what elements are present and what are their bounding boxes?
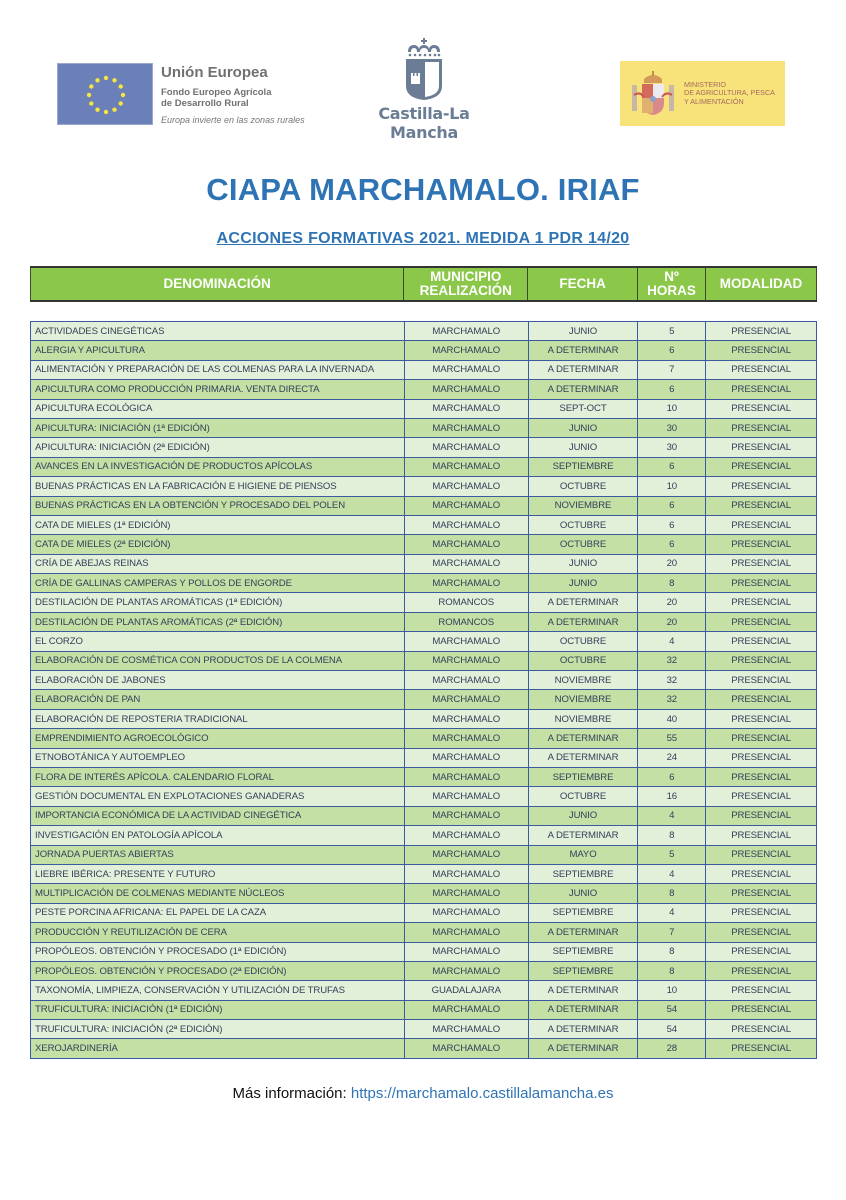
cell-fecha: NOVIEMBRE [528, 671, 638, 690]
cell-municipio: MARCHAMALO [404, 748, 528, 767]
ministry-line1: MINISTERIO [684, 79, 726, 89]
cell-denominacion: APICULTURA: INICIACIÓN (1ª EDICIÓN) [31, 418, 405, 437]
table-row [31, 1039, 817, 1058]
cell-denominacion: ELABORACIÓN DE JABONES [31, 671, 405, 690]
cell-horas: 10 [638, 477, 706, 496]
cell-horas: 32 [638, 671, 706, 690]
cell-modalidad: PRESENCIAL [706, 671, 817, 690]
cell-fecha: SEPTIEMBRE [528, 942, 638, 961]
cell-horas: 8 [638, 961, 706, 980]
footer-label: Más información: [232, 1085, 347, 1102]
table-row [31, 923, 817, 942]
table-header [30, 266, 817, 302]
cell-denominacion: CATA DE MIELES (2ª EDICIÓN) [31, 535, 405, 554]
cell-fecha: JUNIO [528, 806, 638, 825]
cell-modalidad: PRESENCIAL [706, 806, 817, 825]
cell-modalidad: PRESENCIAL [706, 380, 817, 399]
table-row [31, 767, 817, 786]
cell-fecha: JUNIO [528, 574, 638, 593]
header-modalidad: MODALIDAD [706, 267, 817, 301]
cell-municipio: MARCHAMALO [404, 903, 528, 922]
cell-fecha: SEPTIEMBRE [528, 961, 638, 980]
cell-modalidad: PRESENCIAL [706, 1039, 817, 1058]
cell-denominacion: CRÍA DE ABEJAS REINAS [31, 554, 405, 573]
cell-fecha: NOVIEMBRE [528, 496, 638, 515]
cell-denominacion: LIEBRE IBÉRICA: PRESENTE Y FUTURO [31, 864, 405, 883]
header-horas-line1: Nº [664, 269, 679, 284]
table-row [31, 942, 817, 961]
table-row [31, 380, 817, 399]
table-row [31, 651, 817, 670]
cell-fecha: A DETERMINAR [528, 1039, 638, 1058]
cell-horas: 7 [638, 360, 706, 379]
cell-modalidad: PRESENCIAL [706, 360, 817, 379]
ministry-line3: Y ALIMENTACIÓN [684, 96, 744, 106]
cell-modalidad: PRESENCIAL [706, 748, 817, 767]
cell-fecha: SEPTIEMBRE [528, 457, 638, 476]
cell-modalidad: PRESENCIAL [706, 632, 817, 651]
cell-denominacion: CRÍA DE GALLINAS CAMPERAS Y POLLOS DE ENGORDE [31, 574, 405, 593]
table-row [31, 457, 817, 476]
table-row [31, 961, 817, 980]
header-horas-line2: HORAS [647, 283, 696, 298]
cell-municipio: MARCHAMALO [404, 574, 528, 593]
table-row [31, 418, 817, 437]
cell-modalidad: PRESENCIAL [706, 942, 817, 961]
cell-fecha: A DETERMINAR [528, 981, 638, 1000]
header-denominacion: DENOMINACIÓN [31, 267, 404, 301]
cell-fecha: OCTUBRE [528, 787, 638, 806]
cell-municipio: MARCHAMALO [404, 380, 528, 399]
cell-fecha: A DETERMINAR [528, 1000, 638, 1019]
cell-municipio: MARCHAMALO [404, 322, 528, 341]
cell-modalidad: PRESENCIAL [706, 438, 817, 457]
cell-modalidad: PRESENCIAL [706, 845, 817, 864]
cell-horas: 6 [638, 535, 706, 554]
cell-modalidad: PRESENCIAL [706, 322, 817, 341]
cell-municipio: MARCHAMALO [404, 806, 528, 825]
cell-municipio: MARCHAMALO [404, 787, 528, 806]
cell-fecha: A DETERMINAR [528, 380, 638, 399]
cell-horas: 20 [638, 612, 706, 631]
cell-municipio: MARCHAMALO [404, 477, 528, 496]
cell-modalidad: PRESENCIAL [706, 923, 817, 942]
cell-modalidad: PRESENCIAL [706, 535, 817, 554]
header-municipio-line1: MUNICIPIO [430, 269, 502, 284]
cell-municipio: ROMANCOS [404, 612, 528, 631]
cell-fecha: A DETERMINAR [528, 360, 638, 379]
cell-municipio: MARCHAMALO [404, 845, 528, 864]
cell-fecha: JUNIO [528, 438, 638, 457]
cell-modalidad: PRESENCIAL [706, 418, 817, 437]
table-row [31, 341, 817, 360]
cell-municipio: MARCHAMALO [404, 767, 528, 786]
cell-modalidad: PRESENCIAL [706, 651, 817, 670]
cell-horas: 32 [638, 651, 706, 670]
cell-horas: 24 [638, 748, 706, 767]
table-row [31, 845, 817, 864]
cell-modalidad: PRESENCIAL [706, 612, 817, 631]
cell-municipio: MARCHAMALO [404, 942, 528, 961]
table-row [31, 690, 817, 709]
cell-municipio: MARCHAMALO [404, 399, 528, 418]
cell-horas: 8 [638, 574, 706, 593]
cell-municipio: MARCHAMALO [404, 457, 528, 476]
table-row [31, 864, 817, 883]
cell-fecha: NOVIEMBRE [528, 709, 638, 728]
cell-horas: 4 [638, 632, 706, 651]
clm-shield-icon [402, 38, 446, 100]
cell-municipio: MARCHAMALO [404, 709, 528, 728]
cell-denominacion: ELABORACIÓN DE REPOSTERIA TRADICIONAL [31, 709, 405, 728]
cell-horas: 54 [638, 1000, 706, 1019]
cell-fecha: A DETERMINAR [528, 1020, 638, 1039]
table-row [31, 826, 817, 845]
cell-horas: 4 [638, 806, 706, 825]
table-row [31, 671, 817, 690]
cell-fecha: SEPTIEMBRE [528, 864, 638, 883]
cell-horas: 6 [638, 341, 706, 360]
cell-denominacion: JORNADA PUERTAS ABIERTAS [31, 845, 405, 864]
cell-denominacion: ALIMENTACIÓN Y PREPARACIÓN DE LAS COLMENAS PARA LA INVERNADA [31, 360, 405, 379]
cell-modalidad: PRESENCIAL [706, 690, 817, 709]
cell-modalidad: PRESENCIAL [706, 981, 817, 1000]
cell-denominacion: APICULTURA COMO PRODUCCIÓN PRIMARIA. VENTA DIRECTA [31, 380, 405, 399]
cell-modalidad: PRESENCIAL [706, 496, 817, 515]
cell-municipio: MARCHAMALO [404, 515, 528, 534]
table-row [31, 709, 817, 728]
cell-fecha: JUNIO [528, 322, 638, 341]
cell-denominacion: IMPORTANCIA ECONÓMICA DE LA ACTIVIDAD CINEGÉTICA [31, 806, 405, 825]
cell-municipio: MARCHAMALO [404, 864, 528, 883]
cell-denominacion: TRUFICULTURA: INICIACIÓN (1ª EDICIÓN) [31, 1000, 405, 1019]
cell-modalidad: PRESENCIAL [706, 341, 817, 360]
table-row [31, 729, 817, 748]
cell-horas: 32 [638, 690, 706, 709]
cell-horas: 5 [638, 322, 706, 341]
cell-modalidad: PRESENCIAL [706, 457, 817, 476]
cell-horas: 5 [638, 845, 706, 864]
eu-logo [57, 63, 305, 125]
table-row [31, 748, 817, 767]
cell-modalidad: PRESENCIAL [706, 574, 817, 593]
table-row [31, 593, 817, 612]
cell-horas: 55 [638, 729, 706, 748]
header-municipio [404, 267, 528, 301]
cell-horas: 30 [638, 438, 706, 457]
cell-modalidad: PRESENCIAL [706, 864, 817, 883]
cell-denominacion: APICULTURA ECOLÓGICA [31, 399, 405, 418]
cell-municipio: MARCHAMALO [404, 1039, 528, 1058]
table-row [31, 477, 817, 496]
cell-municipio: MARCHAMALO [404, 360, 528, 379]
cell-modalidad: PRESENCIAL [706, 961, 817, 980]
cell-horas: 20 [638, 554, 706, 573]
cell-denominacion: FLORA DE INTERÉS APÍCOLA. CALENDARIO FLORAL [31, 767, 405, 786]
cell-municipio: MARCHAMALO [404, 341, 528, 360]
table-row [31, 1020, 817, 1039]
cell-denominacion: ELABORACIÓN DE PAN [31, 690, 405, 709]
cell-municipio: MARCHAMALO [404, 961, 528, 980]
cell-denominacion: BUENAS PRÁCTICAS EN LA FABRICACIÓN E HIGIENE DE PIENSOS [31, 477, 405, 496]
table-row [31, 787, 817, 806]
cell-municipio: MARCHAMALO [404, 651, 528, 670]
castilla-la-mancha-logo [350, 38, 498, 142]
cell-denominacion: EL CORZO [31, 632, 405, 651]
clm-name: Castilla-La Mancha [378, 104, 470, 142]
cell-fecha: SEPTIEMBRE [528, 903, 638, 922]
cell-fecha: OCTUBRE [528, 651, 638, 670]
cell-modalidad: PRESENCIAL [706, 787, 817, 806]
table-row [31, 360, 817, 379]
cell-denominacion: APICULTURA: INICIACIÓN (2ª EDICIÓN) [31, 438, 405, 457]
cell-horas: 40 [638, 709, 706, 728]
table-row [31, 554, 817, 573]
cell-municipio: MARCHAMALO [404, 1000, 528, 1019]
cell-modalidad: PRESENCIAL [706, 1020, 817, 1039]
cell-denominacion: PESTE PORCINA AFRICANA: EL PAPEL DE LA CAZA [31, 903, 405, 922]
cell-fecha: A DETERMINAR [528, 612, 638, 631]
cell-municipio: MARCHAMALO [404, 690, 528, 709]
cell-fecha: OCTUBRE [528, 632, 638, 651]
cell-municipio: MARCHAMALO [404, 438, 528, 457]
cell-denominacion: BUENAS PRÁCTICAS EN LA OBTENCIÓN Y PROCESADO DEL POLEN [31, 496, 405, 515]
cell-horas: 6 [638, 496, 706, 515]
cell-fecha: A DETERMINAR [528, 341, 638, 360]
courses-table [30, 321, 817, 1059]
cell-denominacion: DESTILACIÓN DE PLANTAS AROMÁTICAS (2ª EDICIÓN) [31, 612, 405, 631]
cell-municipio: ROMANCOS [404, 593, 528, 612]
cell-municipio: MARCHAMALO [404, 632, 528, 651]
cell-horas: 8 [638, 942, 706, 961]
cell-horas: 4 [638, 903, 706, 922]
page-title: CIAPA MARCHAMALO. IRIAF [206, 172, 640, 207]
cell-horas: 30 [638, 418, 706, 437]
table-row [31, 496, 817, 515]
cell-fecha: A DETERMINAR [528, 923, 638, 942]
cell-denominacion: XEROJARDINERÍA [31, 1039, 405, 1058]
cell-modalidad: PRESENCIAL [706, 593, 817, 612]
cell-municipio: MARCHAMALO [404, 729, 528, 748]
cell-fecha: JUNIO [528, 418, 638, 437]
cell-horas: 10 [638, 981, 706, 1000]
cell-horas: 28 [638, 1039, 706, 1058]
cell-municipio: MARCHAMALO [404, 1020, 528, 1039]
cell-modalidad: PRESENCIAL [706, 554, 817, 573]
header-fecha: FECHA [528, 267, 638, 301]
cell-horas: 8 [638, 884, 706, 903]
cell-horas: 20 [638, 593, 706, 612]
cell-horas: 4 [638, 864, 706, 883]
cell-modalidad: PRESENCIAL [706, 709, 817, 728]
cell-fecha: SEPT-OCT [528, 399, 638, 418]
table-row [31, 515, 817, 534]
cell-denominacion: GESTIÓN DOCUMENTAL EN EXPLOTACIONES GANADERAS [31, 787, 405, 806]
cell-fecha: MAYO [528, 845, 638, 864]
cell-denominacion: ELABORACIÓN DE COSMÉTICA CON PRODUCTOS DE LA COLMENA [31, 651, 405, 670]
cell-denominacion: TRUFICULTURA: INICIACIÓN (2ª EDICIÓN) [31, 1020, 405, 1039]
cell-municipio: MARCHAMALO [404, 535, 528, 554]
eu-title: Unión Europea [161, 64, 268, 81]
cell-fecha: OCTUBRE [528, 515, 638, 534]
table-row [31, 903, 817, 922]
table-row [31, 574, 817, 593]
eu-fund-line1: Fondo Europeo Agrícola [161, 87, 272, 98]
cell-fecha: A DETERMINAR [528, 826, 638, 845]
cell-municipio: MARCHAMALO [404, 884, 528, 903]
footer-link[interactable]: https://marchamalo.castillalamancha.es [350, 1085, 614, 1102]
cell-fecha: OCTUBRE [528, 477, 638, 496]
table-row [31, 322, 817, 341]
cell-horas: 54 [638, 1020, 706, 1039]
cell-denominacion: AVANCES EN LA INVESTIGACIÓN DE PRODUCTOS APÍCOLAS [31, 457, 405, 476]
cell-municipio: MARCHAMALO [404, 923, 528, 942]
ministry-line2: DE AGRICULTURA, PESCA [684, 88, 775, 98]
cell-horas: 10 [638, 399, 706, 418]
cell-horas: 7 [638, 923, 706, 942]
cell-modalidad: PRESENCIAL [706, 1000, 817, 1019]
cell-horas: 8 [638, 826, 706, 845]
table-row [31, 632, 817, 651]
table-row [31, 806, 817, 825]
cell-horas: 6 [638, 457, 706, 476]
eu-fund-line2: de Desarrollo Rural [161, 98, 249, 109]
cell-municipio: MARCHAMALO [404, 496, 528, 515]
cell-fecha: SEPTIEMBRE [528, 767, 638, 786]
cell-denominacion: INVESTIGACIÓN EN PATOLOGÍA APÍCOLA [31, 826, 405, 845]
cell-denominacion: TAXONOMÍA, LIMPIEZA, CONSERVACIÓN Y UTILIZACIÓN DE TRUFAS [31, 981, 405, 1000]
eu-tagline: Europa invierte en las zonas rurales [161, 115, 305, 125]
table-row [31, 981, 817, 1000]
cell-municipio: MARCHAMALO [404, 418, 528, 437]
cell-fecha: JUNIO [528, 884, 638, 903]
cell-modalidad: PRESENCIAL [706, 477, 817, 496]
cell-denominacion: PRODUCCIÓN Y REUTILIZACIÓN DE CERA [31, 923, 405, 942]
table-row [31, 1000, 817, 1019]
header-municipio-line2: REALIZACIÓN [419, 283, 512, 298]
cell-fecha: A DETERMINAR [528, 729, 638, 748]
cell-modalidad: PRESENCIAL [706, 826, 817, 845]
cell-fecha: OCTUBRE [528, 535, 638, 554]
cell-modalidad: PRESENCIAL [706, 515, 817, 534]
header-horas [638, 267, 706, 301]
table-row [31, 612, 817, 631]
footer [0, 1085, 846, 1102]
cell-modalidad: PRESENCIAL [706, 884, 817, 903]
cell-municipio: MARCHAMALO [404, 826, 528, 845]
cell-denominacion: CATA DE MIELES (1ª EDICIÓN) [31, 515, 405, 534]
cell-horas: 6 [638, 380, 706, 399]
cell-horas: 16 [638, 787, 706, 806]
table-row [31, 535, 817, 554]
ministry-logo [620, 61, 785, 126]
cell-denominacion: ALERGIA Y APICULTURA [31, 341, 405, 360]
cell-fecha: A DETERMINAR [528, 593, 638, 612]
cell-fecha: JUNIO [528, 554, 638, 573]
cell-municipio: MARCHAMALO [404, 554, 528, 573]
cell-denominacion: PROPÓLEOS. OBTENCIÓN Y PROCESADO (1ª EDICIÓN) [31, 942, 405, 961]
cell-modalidad: PRESENCIAL [706, 767, 817, 786]
table-row [31, 438, 817, 457]
eu-flag-icon [57, 63, 153, 125]
cell-denominacion: EMPRENDIMIENTO AGROECOLÓGICO [31, 729, 405, 748]
cell-modalidad: PRESENCIAL [706, 903, 817, 922]
cell-denominacion: PROPÓLEOS. OBTENCIÓN Y PROCESADO (2ª EDICIÓN) [31, 961, 405, 980]
cell-modalidad: PRESENCIAL [706, 399, 817, 418]
spain-coat-of-arms-icon [630, 71, 676, 117]
table-row [31, 399, 817, 418]
cell-municipio: MARCHAMALO [404, 671, 528, 690]
cell-horas: 6 [638, 515, 706, 534]
cell-fecha: A DETERMINAR [528, 748, 638, 767]
cell-denominacion: ETNOBOTÁNICA Y AUTOEMPLEO [31, 748, 405, 767]
cell-modalidad: PRESENCIAL [706, 729, 817, 748]
cell-denominacion: DESTILACIÓN DE PLANTAS AROMÁTICAS (1ª EDICIÓN) [31, 593, 405, 612]
page-subtitle: ACCIONES FORMATIVAS 2021. MEDIDA 1 PDR 14/20 [216, 230, 630, 247]
cell-fecha: NOVIEMBRE [528, 690, 638, 709]
cell-horas: 6 [638, 767, 706, 786]
cell-municipio: GUADALAJARA [404, 981, 528, 1000]
table-row [31, 884, 817, 903]
cell-denominacion: MULTIPLICACIÓN DE COLMENAS MEDIANTE NÚCLEOS [31, 884, 405, 903]
cell-denominacion: ACTIVIDADES CINEGÉTICAS [31, 322, 405, 341]
